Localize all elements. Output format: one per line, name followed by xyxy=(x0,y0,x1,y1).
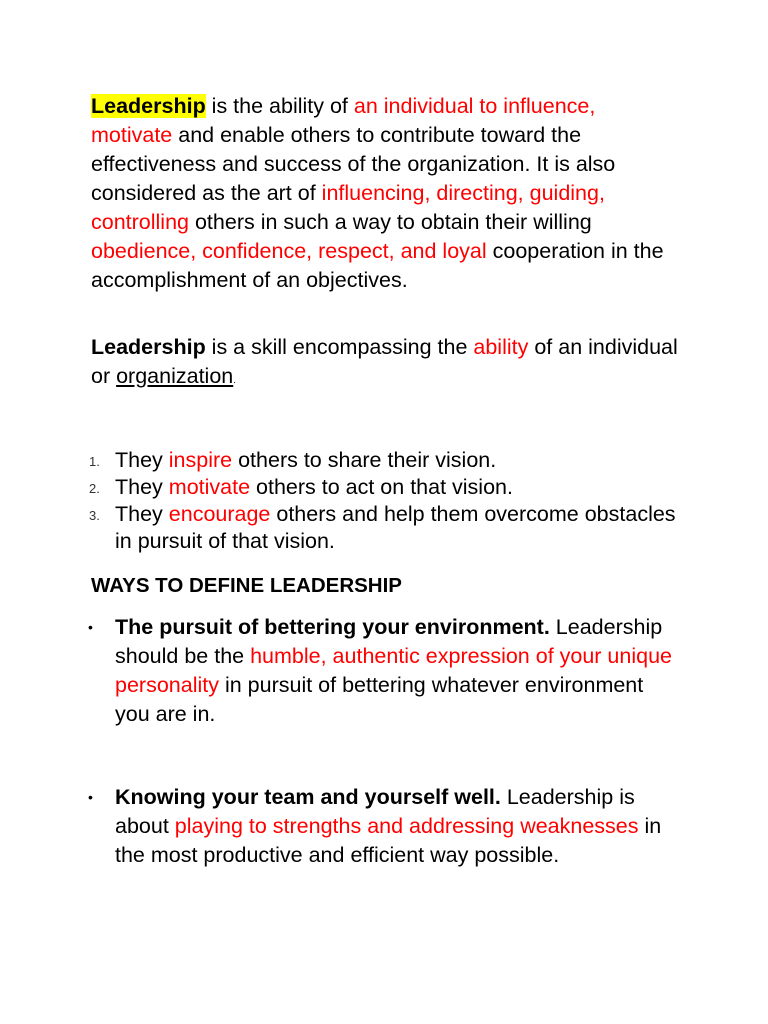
text: others to act on that vision. xyxy=(250,475,513,499)
red-text: an individual to influence, motivate xyxy=(91,94,596,147)
list-item xyxy=(91,501,681,555)
text: cooperation in the accomplishment of an objectives. xyxy=(91,239,664,292)
text: in the most productive and efficient way possible. xyxy=(115,814,662,867)
red-text: inspire xyxy=(168,448,233,472)
text: Leadership should be the xyxy=(115,615,663,668)
red-text: encourage xyxy=(168,502,271,526)
bold-term: Leadership xyxy=(91,335,206,359)
bold-term: Knowing your team and yourself well. xyxy=(115,785,501,809)
list-item xyxy=(91,474,681,501)
red-text: ability xyxy=(473,335,529,359)
paragraph-definition xyxy=(91,92,681,295)
bold-term: The pursuit of bettering your environment. xyxy=(115,615,550,639)
underlined-term: organization xyxy=(116,364,234,388)
list-item xyxy=(88,783,681,870)
list-number: 2. xyxy=(89,481,100,496)
list-number: 3. xyxy=(89,508,100,523)
document-page xyxy=(88,92,681,870)
section-heading: WAYS TO DEFINE LEADERSHIP xyxy=(91,574,402,597)
text: others in such a way to obtain their willing xyxy=(189,210,592,234)
list-item xyxy=(88,613,681,729)
numbered-list xyxy=(91,447,681,555)
text: They xyxy=(115,475,169,499)
text: They xyxy=(115,448,169,472)
text: others to share their vision. xyxy=(232,448,497,472)
text: of an individual or xyxy=(91,335,678,388)
red-text: playing to strengths and addressing weaknesses xyxy=(174,814,639,838)
text: and enable others to contribute toward the effectiveness and success of the organization. It is also considered as the art of xyxy=(91,123,616,205)
paragraph-skill xyxy=(91,333,681,395)
text: is the ability of xyxy=(205,94,354,118)
red-text: influencing, directing, guiding, controlling xyxy=(91,181,605,234)
highlighted-term: Leadership xyxy=(91,94,206,118)
bullet-icon: • xyxy=(88,619,93,635)
text: in pursuit of bettering whatever environment you are in. xyxy=(115,673,644,726)
red-text: obedience, confidence, respect, and loyal xyxy=(91,239,487,263)
text: others and help them overcome obstacles in pursuit of that vision. xyxy=(115,502,676,553)
text: is a skill encompassing the xyxy=(205,335,474,359)
text: . xyxy=(233,375,237,386)
red-text: humble, authentic expression of your unique personality xyxy=(115,644,672,697)
bullet-list xyxy=(88,613,681,870)
text: Leadership is about xyxy=(115,785,635,838)
text: They xyxy=(115,502,169,526)
list-number: 1. xyxy=(89,454,100,469)
list-item xyxy=(91,447,681,474)
bullet-icon: • xyxy=(88,789,93,805)
red-text: motivate xyxy=(168,475,251,499)
